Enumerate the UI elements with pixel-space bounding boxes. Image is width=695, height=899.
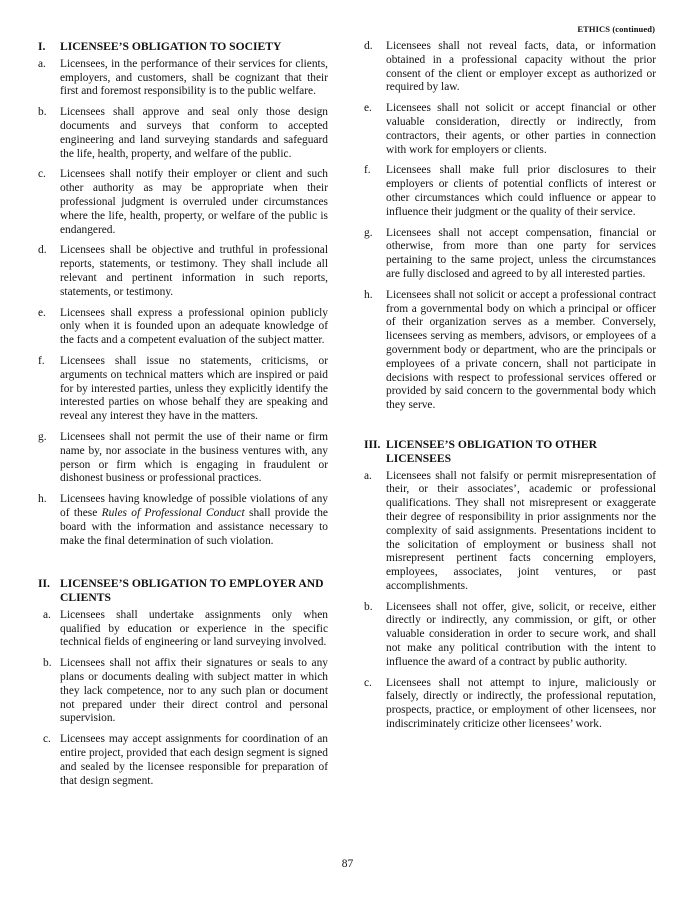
item-text-pre: Licensees having knowledge of possible violations of any of these [60,493,328,519]
item-marker: f. [364,164,371,177]
item-marker: e. [38,306,46,319]
item-marker: c. [43,733,51,746]
item-text: Licensees shall not solicit or accept a professional contract from a governmental body on which a principal or officer of their organization serves as a member. Conversely, licensees serving as members, advisors, or employees of a government body or department, who are the principals or employees of a private concern, shall not participate in decisions with respect to professional services offered or provided by said concern to the governmental body which they serve. [386,288,656,412]
item-marker: a. [38,57,46,70]
item-marker: b. [43,657,52,670]
item-text: Licensees shall not affix their signatures or seals to any plans or documents dealing with subject matter in which they lack competence, nor to any such plan or document not prepared under their direct control and personal supervision. [60,657,328,725]
section-1-item-e [38,307,328,348]
section-spacer [38,555,328,577]
section-2-item-d [364,40,656,95]
item-marker: d. [38,244,47,257]
section-3-title: LICENSEE’S OBLIGATION TO OTHER LICENSEES [386,437,598,465]
section-2-item-f [364,164,656,219]
item-marker: a. [43,608,51,621]
section-3-item-a [364,470,656,594]
item-text: Licensees shall not reveal facts, data, or information obtained in a professional capacity without the prior consent of the client or employer except as authorized or required by law. [386,40,656,94]
item-marker: a. [364,469,372,482]
item-text: Licensees shall not accept compensation, financial or otherwise, from more than one party for services pertaining to the same project, unless the circumstances are fully disclosed and agreed to by all interested parties. [386,226,656,280]
item-text-post: shall provide the board with the information and assistance necessary to make the final determination of such violation. [60,506,328,547]
item-text: Licensees shall not solicit or accept financial or other valuable consideration, directly or indirectly, from contractors, their agents, or other parties in connection with work for employers or clients. [386,102,656,156]
section-2-item-b [38,657,328,726]
item-marker: c. [364,676,372,689]
item-marker: c. [38,168,46,181]
section-1-item-c [38,168,328,237]
item-marker: b. [38,106,47,119]
item-text: Licensees shall issue no statements, criticisms, or arguments on technical matters which are inspired or paid for by interested parties, unless they explicitly identify the interested parties on whose behalf they are speaking and reveal any interest they have in the matters. [60,354,328,423]
section-1-item-a [38,58,328,99]
section-1-heading [38,40,328,54]
section-1-item-h [38,493,328,548]
item-marker: f. [38,354,45,367]
item-text: Licensees shall express a professional opinion publicly only when it is founded upon an adequate knowledge of the facts and a competent evaluation of the subject matter. [60,306,328,347]
section-2-item-h [364,289,656,413]
section-1-number: I. [38,40,46,53]
item-text: Licensees may accept assignments for coordination of an entire project, provided that each design segment is signed and sealed by the licensee responsible for preparation of that design segment. [60,733,328,787]
left-column [38,40,328,795]
section-3-heading [364,438,656,466]
item-text: Licensees, in the performance of their services for clients, employers, and customers, shall be cognizant that their first and foremost responsibility is to the public welfare. [60,57,328,98]
item-text: Licensees shall not offer, give, solicit, or receive, either directly or indirectly, any commission, or gift, or other valuable consideration in order to secure work, and shall not make any political contribution with the intent to influence the award of a contract by public authority. [386,600,656,668]
section-3-item-b [364,601,656,670]
section-3-item-c [364,677,656,732]
section-2-item-c [38,733,328,788]
right-column [364,40,656,739]
item-text: Licensees shall notify their employer or client and such other authority as may be appropriate when their professional judgment is overruled under circumstances where the life, health, property, or welfare of the public is endangered. [60,168,328,236]
item-marker: e. [364,102,372,115]
section-2-item-e [364,102,656,157]
item-text: Licensees shall not permit the use of their name or firm name by, nor associate in the business ventures with, any person or firm which is engaging in fraudulent or dishonest business or professional practices. [60,430,328,485]
item-text: Licensees shall not falsify or permit misrepresentation of their, or their associates’, academic or professional qualifications. They shall not misrepresent or exaggerate their degree of responsibility in prior assignments nor the complexity of said assignments. Presentations incident to the solicitation of employment or business shall not misrepresent pertinent facts concerning employers, employees, associates, joint ventures, or past accomplishments. [386,469,656,592]
item-text: Licensees shall approve and seal only those design documents and surveys that conform to accepted engineering and land surveying standards and safeguard the life, health, property, and welfare of the public. [60,106,328,160]
section-1-item-b [38,106,328,161]
item-text: Licensees shall be objective and truthful in professional reports, statements, or testimony. They shall include all relevant and pertinent information in such reports, statements, or testimony. [60,244,328,298]
section-spacer [364,420,656,438]
item-text: Licensees shall undertake assignments only when qualified by education or experience in the specific technical fields of engineering or land surveying involved. [60,608,328,649]
section-2-title: LICENSEE’S OBLIGATION TO EMPLOYER AND CLIENTS [60,577,324,605]
item-text: Licensees shall make full prior disclosures to their employers or clients of potential conflicts of interest or other circumstances which could influence or appear to influence their judgment or the quality of their service. [386,164,656,218]
section-2-number: II. [38,577,50,591]
section-2-item-a [38,609,328,650]
item-marker: g. [38,430,47,443]
item-marker: b. [364,600,373,613]
running-head: ETHICS (continued) [577,24,655,34]
item-text: Licensees shall not attempt to injure, maliciously or falsely, directly or indirectly, the professional reputation, prospects, practice, or employment of other licensees, nor indiscriminately criticize other licensees’ work. [386,676,656,731]
section-2-heading [38,577,328,605]
section-3-number: III. [364,437,381,451]
page-number: 87 [341,858,354,870]
item-text [60,493,328,548]
section-1-title: LICENSEE’S OBLIGATION TO SOCIETY [60,40,282,53]
item-marker: g. [364,226,373,239]
section-1-item-f [38,355,328,424]
section-2-item-g [364,227,656,282]
rules-title-emphasis: Rules of Professional Conduct [101,506,245,519]
item-marker: h. [364,288,373,301]
item-marker: d. [364,40,373,52]
item-marker: h. [38,493,47,506]
section-1-item-d [38,244,328,299]
section-1-item-g [38,431,328,486]
